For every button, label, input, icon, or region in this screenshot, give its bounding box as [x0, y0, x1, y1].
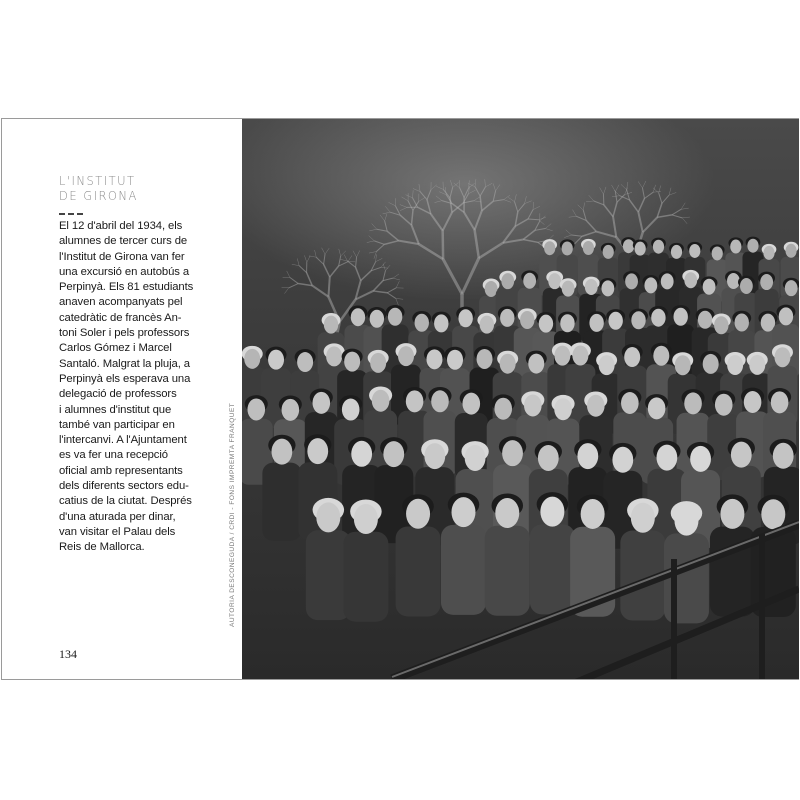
body-paragraph [59, 219, 237, 556]
body-line: catius de la ciutat. Després [59, 495, 192, 508]
heading-line-1: L'INSTITUT [59, 173, 136, 188]
body-line: d'una aturada per dinar, [59, 510, 176, 523]
heading-divider [59, 213, 83, 215]
heading-line-2: DE GIRONA [59, 188, 138, 203]
page-number: 134 [59, 647, 77, 661]
photo-illustration [242, 119, 799, 679]
text-column [2, 119, 242, 679]
body-line: una excursió en autobús a [59, 265, 190, 278]
body-line: es va fer una recepció [59, 449, 168, 462]
body-line: l'Institut de Girona van fer [59, 250, 185, 263]
body-line: alumnes de tercer curs de [59, 235, 188, 248]
body-line: l'intercanvi. A l'Ajuntament [59, 434, 187, 447]
body-line: toni Soler i pels professors [59, 327, 190, 340]
section-heading [59, 173, 138, 203]
group-photograph [242, 119, 799, 679]
body-line: van visitar el Palau dels [59, 525, 176, 538]
body-line: Perpinyà els esperava una [59, 372, 191, 385]
body-line: també van participar en [59, 418, 175, 431]
body-line: Perpinyà. Els 81 estudiants [59, 281, 194, 294]
body-line: Reis de Mallorca. [59, 541, 145, 554]
body-line: El 12 d'abril del 1934, els [59, 220, 183, 232]
body-line: Carlos Gómez i Marcel [59, 342, 172, 355]
body-line: Santaló. Malgrat la pluja, a [59, 357, 190, 370]
body-line: delegació de professors [59, 388, 177, 401]
photo-credit: AUTORIA DESCONEGUDA / CRDI - FONS IMPREMTA FRANQUET [229, 402, 236, 627]
book-spread [1, 118, 799, 680]
body-line: dels diferents sectors edu- [59, 480, 189, 493]
body-line: anaven acompanyats pel [59, 296, 183, 309]
body-line: i alumnes d'institut que [59, 403, 172, 416]
body-line: oficial amb representants [59, 464, 183, 477]
body-line: catedràtic de francès An- [59, 311, 182, 324]
